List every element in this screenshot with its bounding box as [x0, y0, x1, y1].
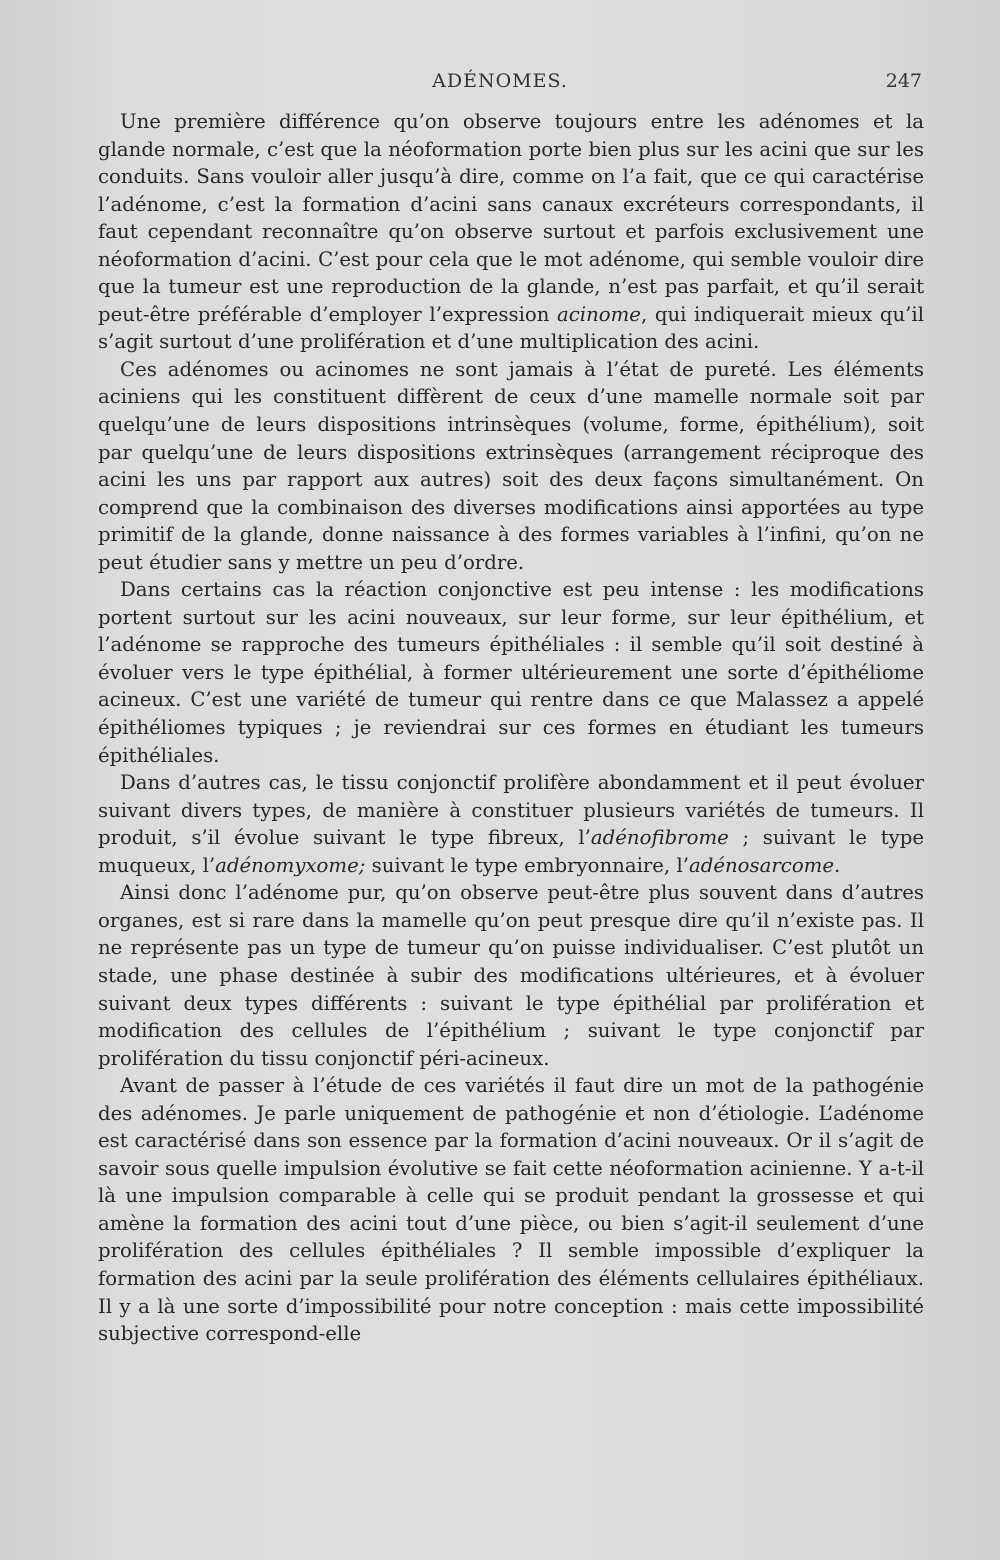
text-segment: , qui indiquerait mieux qu’il s’agit surtout d’une prolifération et d’une multiplication des acini. — [98, 302, 924, 354]
paragraph — [98, 108, 924, 356]
paragraph — [98, 356, 924, 576]
running-title: ADÉNOMES. — [432, 70, 568, 92]
page-number: 247 — [885, 70, 922, 92]
italic-term: acinome — [557, 302, 641, 326]
text-segment: Avant de passer à l’étude de ces variétés il faut dire un mot de la pathogénie des adénomes. Je parle uniquement de pathogénie et non d’étiologie. L’adénome est caractérisé dans son essence par la formation d’acini nouveaux. Or il s’agit de savoir sous quelle impulsion évolutive se fait cette néoformation acinienne. Y a-t-il là une impulsion comparable à celle qui se produit pendant la grossesse et qui amène la formation des acini tout d’une pièce, ou bien s’agit-il seulement d’une prolifération des cellules épithéliales ? Il semble impossible d’expliquer la formation des acini par la seule prolifération des éléments cellulaires épithéliaux. Il y a là une sorte d’impossibilité pour notre conception : mais cette impossibilité subjective correspond-elle — [98, 1074, 924, 1346]
text-segment: suivant le type embryonnaire, l’ — [365, 853, 690, 877]
text-segment: Ainsi donc l’adénome pur, qu’on observe peut-être plus souvent dans d’autres organes, est si rare dans la mamelle qu’on peut presque dire qu’il n’existe pas. Il ne représente pas un type de tumeur qu’on puisse individualiser. C’est plutôt un stade, une phase destinée à subir des modifications ultérieures, et à évoluer suivant deux types différents : suivant le type épithélial par prolifération et modification des cellules de l’épithélium ; suivant le type conjonctif par prolifération du tissu conjonctif péri-acineux. — [98, 881, 924, 1070]
page-header — [0, 70, 1000, 98]
text-segment: . — [834, 853, 841, 877]
text-segment: Dans certains cas la réaction conjonctive est peu intense : les modifications portent surtout sur les acini nouveaux, sur leur forme, sur leur épithélium, et l’adénome se rapproche des tumeurs épithéliales : il semble qu’il soit destiné à évoluer vers le type épithélial, à former ultérieurement une sorte d’épithéliome acineux. C’est une variété de tumeur qui rentre dans ce que Malassez a appelé épithéliomes typiques ; je reviendrai sur ces formes en étudiant les tumeurs épithéliales. — [98, 578, 924, 767]
text-segment: ; suivant le type muqueux, l’ — [98, 826, 924, 877]
italic-term: adénomyxome; — [215, 853, 366, 877]
paragraph — [98, 1072, 924, 1347]
body-text — [98, 108, 924, 1348]
paragraph — [98, 769, 924, 879]
paragraph — [98, 879, 924, 1072]
italic-term: adénofibrome — [590, 826, 729, 850]
text-segment: Ces adénomes ou acinomes ne sont jamais à l’état de pureté. Les éléments aciniens qui les constituent diffèrent de ceux d’une mamelle normale soit par quelqu’une de leurs dispositions intrinsèques (volume, forme, épithélium), soit par quelqu’une de leurs dispositions extrinsèques (arrangement réciproque des acini les uns par rapport aux autres) soit des deux façons simultanément. On comprend que la combinaison des diverses modifications ainsi apportées au type primitif de la glande, donne naissance à des formes variables à l’infini, qu’on ne peut étudier sans y mettre un peu d’ordre. — [98, 357, 924, 574]
text-segment: Une première différence qu’on observe toujours entre les adénomes et la glande normale, c’est que la néoformation porte bien plus sur les acini que sur les conduits. Sans vouloir aller jusqu’à dire, comme on l’a fait, que ce qui caractérise l’adénome, c’est la formation d’acini sans canaux excréteurs correspondants, il faut cependant reconnaître qu’on observe surtout et parfois exclusivement une néoformation d’acini. C’est pour cela que le mot adénome, qui semble vouloir dire que la tumeur est une reproduction de la glande, n’est pas parfait, et qu’il serait peut-être préférable d’employer l’expression — [98, 110, 924, 326]
text-segment: Dans d’autres cas, le tissu conjonctif prolifère abondamment et il peut évoluer suivant divers types, de manière à constituer plusieurs variétés de tumeurs. Il produit, s’il évolue suivant le type fibreux, l’ — [98, 771, 924, 850]
paragraph — [98, 576, 924, 769]
italic-term: adénosarcome — [689, 853, 834, 877]
